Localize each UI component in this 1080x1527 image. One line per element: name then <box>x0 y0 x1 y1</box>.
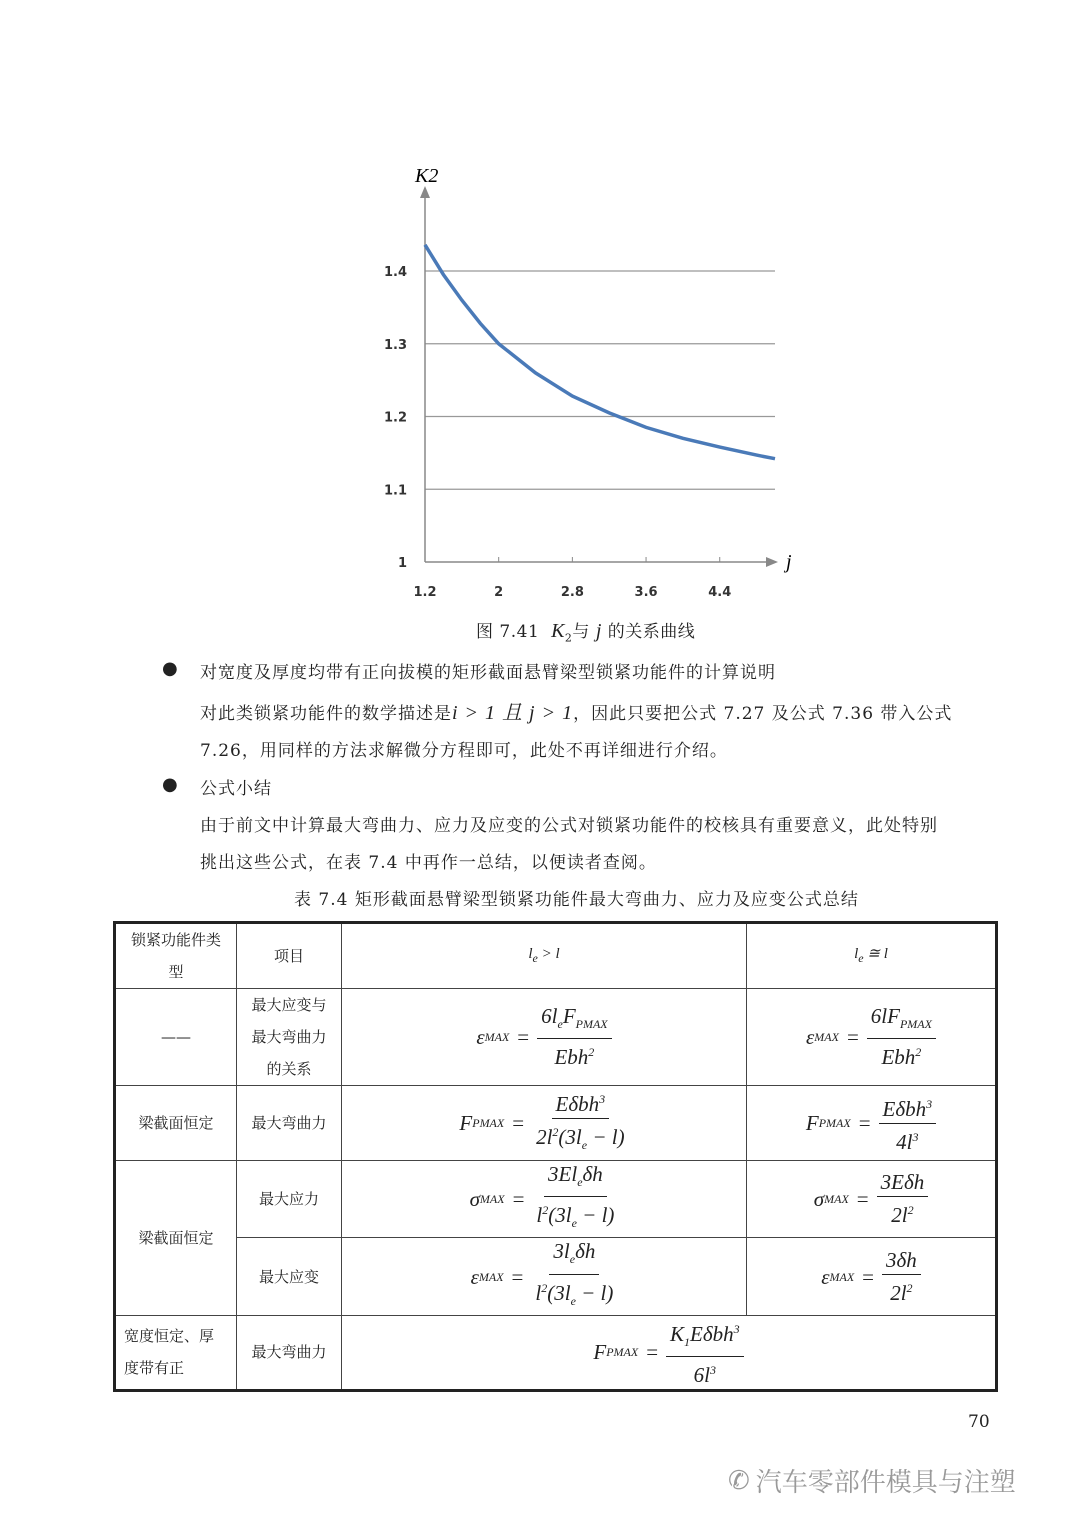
denominator: Ebh$^2$ <box>554 1045 595 1070</box>
numerator: Eδbh$^3$ <box>879 1091 937 1124</box>
fraction <box>531 1238 617 1314</box>
formula-cell <box>342 1315 997 1390</box>
numerator: 3Eδh <box>877 1169 929 1197</box>
bullet1-title: 对宽度及厚度均带有正向拔模的矩形截面悬臂梁型锁紧功能件的计算说明 <box>200 663 776 683</box>
table-row <box>115 1161 997 1238</box>
x-axis-label: j <box>786 551 792 573</box>
bullet-icon: ● <box>162 774 178 795</box>
y-tick-label: 1.4 <box>383 265 407 280</box>
wechat-icon: ✆ <box>728 1465 750 1496</box>
denominator: $2l^2$ <box>891 1203 914 1228</box>
cell-type: 宽度恒定、厚度带有正 <box>115 1315 237 1390</box>
denominator: Ebh$^2$ <box>881 1045 922 1070</box>
y-tick-label: 1.1 <box>383 483 407 499</box>
formula: ε MAX = $\frac{3l_e\delta h}{l^2(3l_e - l)}$ <box>471 1238 618 1314</box>
formula: ε MAX = $\frac{3\delta h}{2l^2}$ <box>821 1247 921 1307</box>
paragraph2-line1: 由于前文中计算最大弯曲力、应力及应变的公式对锁紧功能件的校核具有重要意义，此处特别 <box>200 816 938 836</box>
denominator: $2l^2$ <box>890 1280 913 1305</box>
x-tick-label: 3.6 <box>634 585 658 600</box>
formula: F PMAX = $\frac{E\delta bh^3}{2l^2(3l_e - l)}$ <box>459 1086 628 1159</box>
x-tick-label: 2 <box>494 585 504 600</box>
paragraph1-line1: 对此类锁紧功能件的数学描述是i > 1 且 j > 1，因此只要把公式 7.27 及公式 7.36 带入公式 <box>200 702 953 724</box>
y-axis-label: K2 <box>415 165 439 187</box>
x-tick-label: 2.8 <box>560 585 584 600</box>
numerator: Eδbh$^3$ <box>552 1086 610 1119</box>
fraction <box>532 1086 629 1159</box>
formula: σ MAX = $\frac{3El_e\delta h}{l^2(3l_e - l)}$ <box>470 1161 619 1237</box>
numerator: $6lF_{PMAX}$ <box>867 1003 936 1039</box>
denominator: $l^2(3l_e - l)$ <box>535 1280 614 1308</box>
y-axis-arrow <box>420 186 430 198</box>
k2-vs-j-chart <box>0 0 1080 610</box>
formula-cell <box>342 989 747 1086</box>
formula: σ MAX = $\frac{\text{3Eδh}}{2l^2}$ <box>814 1169 928 1229</box>
header-le-gt-l: $l_e > l$ <box>342 923 747 989</box>
numerator: $3l_e\delta h$ <box>549 1238 599 1274</box>
x-tick-label: 4.4 <box>708 585 732 600</box>
formula-table <box>113 921 998 1392</box>
table-row <box>115 1315 997 1390</box>
formula-cell <box>342 1238 747 1315</box>
numerator: 3δh <box>882 1247 921 1275</box>
cell-type: 梁截面恒定 <box>115 1086 237 1161</box>
cell-item: 最大应变 <box>237 1238 342 1315</box>
cell-item: 最大应力 <box>237 1161 342 1238</box>
cell-item: 最大弯曲力 <box>237 1086 342 1161</box>
fraction <box>882 1247 921 1307</box>
paragraph1-line2: 7.26，用同样的方法求解微分方程即可，此处不再详细进行介绍。 <box>200 741 728 761</box>
watermark: ✆ 汽车零部件模具与注塑 <box>728 1465 1016 1498</box>
fraction <box>537 1003 612 1071</box>
denominator: $4l^3$ <box>896 1129 919 1154</box>
numerator: $3El_e\delta h$ <box>544 1161 607 1197</box>
cell-item: 最大弯曲力 <box>237 1315 342 1390</box>
denominator: $6l^3$ <box>693 1362 716 1387</box>
formula-cell <box>342 1161 747 1238</box>
x-tick-label: 1.2 <box>413 585 437 600</box>
formula-cell <box>342 1086 747 1161</box>
figure-caption: 图 7.41 $K_2$与 j 的关系曲线 <box>476 620 696 645</box>
fraction <box>867 1003 936 1071</box>
header-le-approx-l: $l_e$ ≅ l <box>747 923 997 989</box>
formula: F PMAX = $\frac{K_1E\delta bh^3}{6l^3}$ <box>593 1316 743 1389</box>
formula: F PMAX = $\frac{E\delta bh^3}{4l^3}$ <box>806 1091 936 1156</box>
bullet-icon: ● <box>162 658 178 679</box>
formula: ε MAX = $\frac{6l_eF_{PMAX}}{Ebh^2}$ <box>476 1003 611 1071</box>
y-tick-label: 1 <box>397 556 407 571</box>
numerator: $K_1E\delta bh^3$ <box>666 1316 744 1357</box>
header-item: 项目 <box>237 923 342 989</box>
table-row <box>115 1238 997 1315</box>
fraction <box>877 1169 929 1229</box>
bullet2-title: 公式小结 <box>200 779 272 799</box>
fraction <box>666 1316 744 1389</box>
table-caption: 表 7.4 矩形截面悬臂梁型锁紧功能件最大弯曲力、应力及应变公式总结 <box>294 890 859 910</box>
page-number: 70 <box>968 1412 990 1432</box>
table-row <box>115 1086 997 1161</box>
denominator: $2l^2(3l_e - l)$ <box>536 1125 625 1153</box>
fraction <box>532 1161 618 1237</box>
y-tick-label: 1.3 <box>383 337 407 353</box>
formula-cell <box>747 989 997 1086</box>
formula-cell <box>747 1086 997 1161</box>
k2-curve <box>425 245 775 459</box>
denominator: $l^2(3l_e - l)$ <box>536 1203 615 1231</box>
paragraph2-line2: 挑出这些公式，在表 7.4 中再作一总结，以便读者查阅。 <box>200 853 657 873</box>
numerator: $6l_eF_{PMAX}$ <box>537 1003 612 1039</box>
cell-type: —— <box>115 989 237 1086</box>
formula-cell <box>747 1238 997 1315</box>
table-header-row <box>115 923 997 989</box>
formula-cell <box>747 1161 997 1238</box>
x-axis-arrow <box>766 557 778 567</box>
fraction <box>879 1091 937 1156</box>
cell-type: 梁截面恒定 <box>115 1161 237 1316</box>
table-row <box>115 989 997 1086</box>
cell-item: 最大应变与最大弯曲力的关系 <box>237 989 342 1086</box>
y-tick-label: 1.2 <box>383 410 407 426</box>
header-type: 锁紧功能件类型 <box>115 923 237 989</box>
formula: ε MAX = $\frac{6lF_{PMAX}}{Ebh^2}$ <box>806 1003 936 1071</box>
